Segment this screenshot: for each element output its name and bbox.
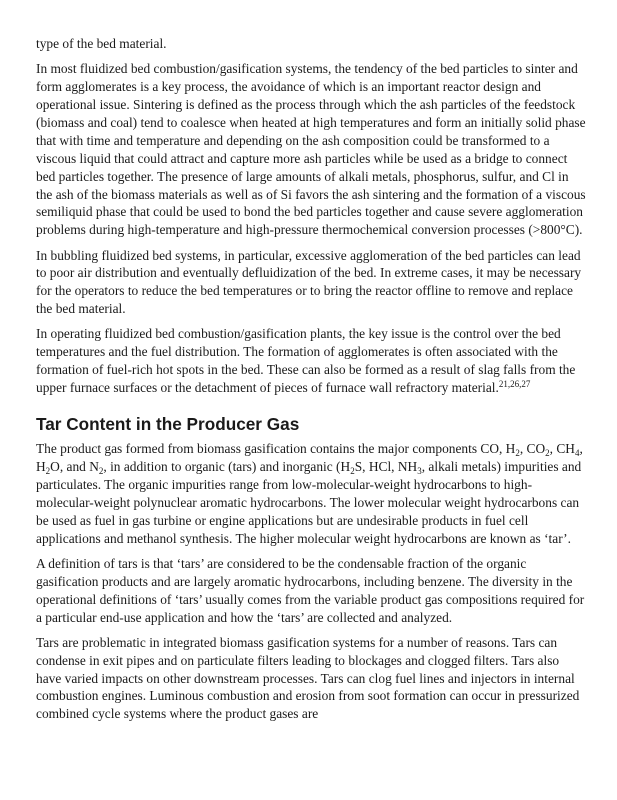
paragraph-text: In operating fluidized bed combustion/gasification plants, the key issue is the control over the bed temperatures and the fuel distribution. The formation of agglomerates is often associated with the formation of fuel-rich hot spots in the bed. These can also be formed as a result of slag falls from the upper furnace surfaces or the detachment of pieces of furnace wall refractory material. (36, 326, 576, 396)
paragraph-operating-plants (36, 325, 586, 397)
paragraph-bubbling-bed: In bubbling fluidized bed systems, in particular, excessive agglomeration of the bed particles can lead to poor air distribution and eventually defluidization of the bed. In extreme cases, it may be necessary for the operators to reduce the bed temperatures or to bring the reactor offline to remove and replace the bed material. (36, 247, 582, 317)
paragraph-product-gas: The product gas formed from biomass gasification contains the major components CO, $H_2$, $CO_2$, $CH_4$, $H_2O$, and $N_2$, in addition to organic (tars) and inorganic ($H_2S$, HCl, $NH_3$, alkali metals) impurities and particulates. The organic impurities range from low-molecular-weight hydrocarbons to high-molecular-weight polynuclear aromatic hydrocarbons. The lower molecular weight hydrocarbons can be used as fuel in gas turbine or engine applications but are undesirable products in fuel cell applications and methanol synthesis. The higher molecular weight hydrocarbons are known as ‘tar’. (36, 441, 583, 546)
section-heading: Tar Content in the Producer Gas (36, 414, 300, 435)
intro-text: type of the bed material. (36, 36, 167, 51)
paragraph-sintering: In most fluidized bed combustion/gasification systems, the tendency of the bed particles to sinter and form agglomerates is a key process, the avoidance of which is an important reactor design and operational issue. Sintering is defined as the process through which the ash particles of the feedstock (biomass and coal) tend to coalesce when heated at high temperatures and form an initially solid phase that with time and temperature and depending on the ash composition could be transformed to a viscous liquid that could attract and capture more ash particles while be used as a bridge to connect bed particles together. The presence of large amounts of alkali metals, phosphorus, sulfur, and Cl in the ash of the biomass materials as well as of Si favors the ash sintering and the formation of a viscous semiliquid phase that could be used to bond the bed particles together and cause severe agglomeration problems during high-temperature and high-pressure thermochemical conversion processes (>800°C). (36, 61, 586, 238)
paragraph-tar-definition: A definition of tars is that ‘tars’ are considered to be the condensable fraction of the organic gasification products and are largely aromatic hydrocarbons, including benzene. The diversity in the operational definitions of ‘tars’ usually comes from the variable product gas compositions required for a particular end-use application and how the ‘tars’ are collected and analyzed. (36, 555, 585, 625)
citation-refs: 21,26,27 (498, 379, 531, 390)
paragraph-tar-problems: Tars are problematic in integrated biomass gasification systems for a number of reasons. Tars can condense in exit pipes and on particulate filters leading to blockages and clogged filters. Tars also have varied impacts on other downstream processes. Tars can clog fuel lines and injectors in internal combustion engines. Luminous combustion and erosion from soot formation can occur in pressurized combined cycle systems where the product gases are (36, 634, 580, 722)
document-page (36, 35, 586, 731)
